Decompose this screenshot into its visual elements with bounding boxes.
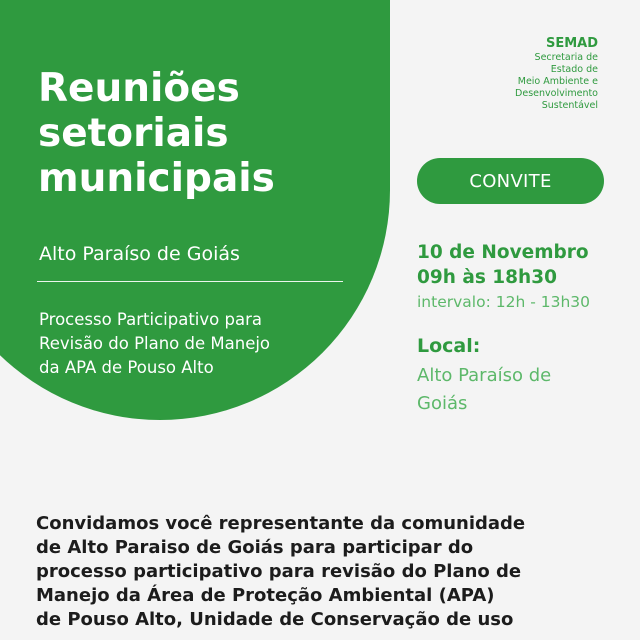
invitation-body [36, 512, 616, 632]
local-label: Local: [417, 335, 481, 357]
semad-name: SEMAD [545, 36, 598, 51]
semad-desc-line: Sustentável [541, 100, 598, 111]
semad-desc-line: Desenvolvimento [515, 88, 598, 99]
convite-button[interactable]: CONVITE [417, 158, 604, 204]
body-line: Convidamos você representante da comunidade [36, 513, 526, 534]
process-line: Processo Participativo para [39, 310, 262, 329]
semad-description [515, 52, 598, 112]
local-line: Alto Paraíso de [417, 365, 552, 386]
process-line: Revisão do Plano de Manejo [39, 334, 271, 353]
event-location-subtitle: Alto Paraíso de Goiás [39, 243, 240, 265]
semad-desc-line: Meio Ambiente e [517, 76, 598, 87]
body-line: processo participativo para revisão do Plano de [36, 561, 522, 582]
body-line: Manejo da Área de Proteção Ambiental (APA) [36, 585, 495, 606]
event-date: 10 de Novembro [417, 242, 589, 263]
semad-logo [515, 36, 598, 112]
process-line: da APA de Pouso Alto [39, 358, 214, 377]
event-title [38, 66, 368, 201]
body-line: de Alto Paraiso de Goiás para participar do [36, 537, 474, 558]
process-description [39, 308, 339, 380]
title-line: Reuniões [38, 66, 240, 111]
semad-desc-line: Secretaria de [534, 52, 598, 63]
event-time: 09h às 18h30 [417, 267, 557, 288]
local-line: Goiás [417, 393, 468, 414]
event-interval: intervalo: 12h - 13h30 [417, 293, 590, 311]
local-value [417, 362, 617, 418]
title-line: setoriais [38, 111, 229, 156]
semad-desc-line: Estado de [550, 64, 598, 75]
divider [37, 281, 343, 282]
event-schedule [417, 240, 632, 314]
title-line: municipais [38, 156, 275, 201]
body-line: de Pouso Alto, Unidade de Conservação de uso [36, 609, 514, 630]
